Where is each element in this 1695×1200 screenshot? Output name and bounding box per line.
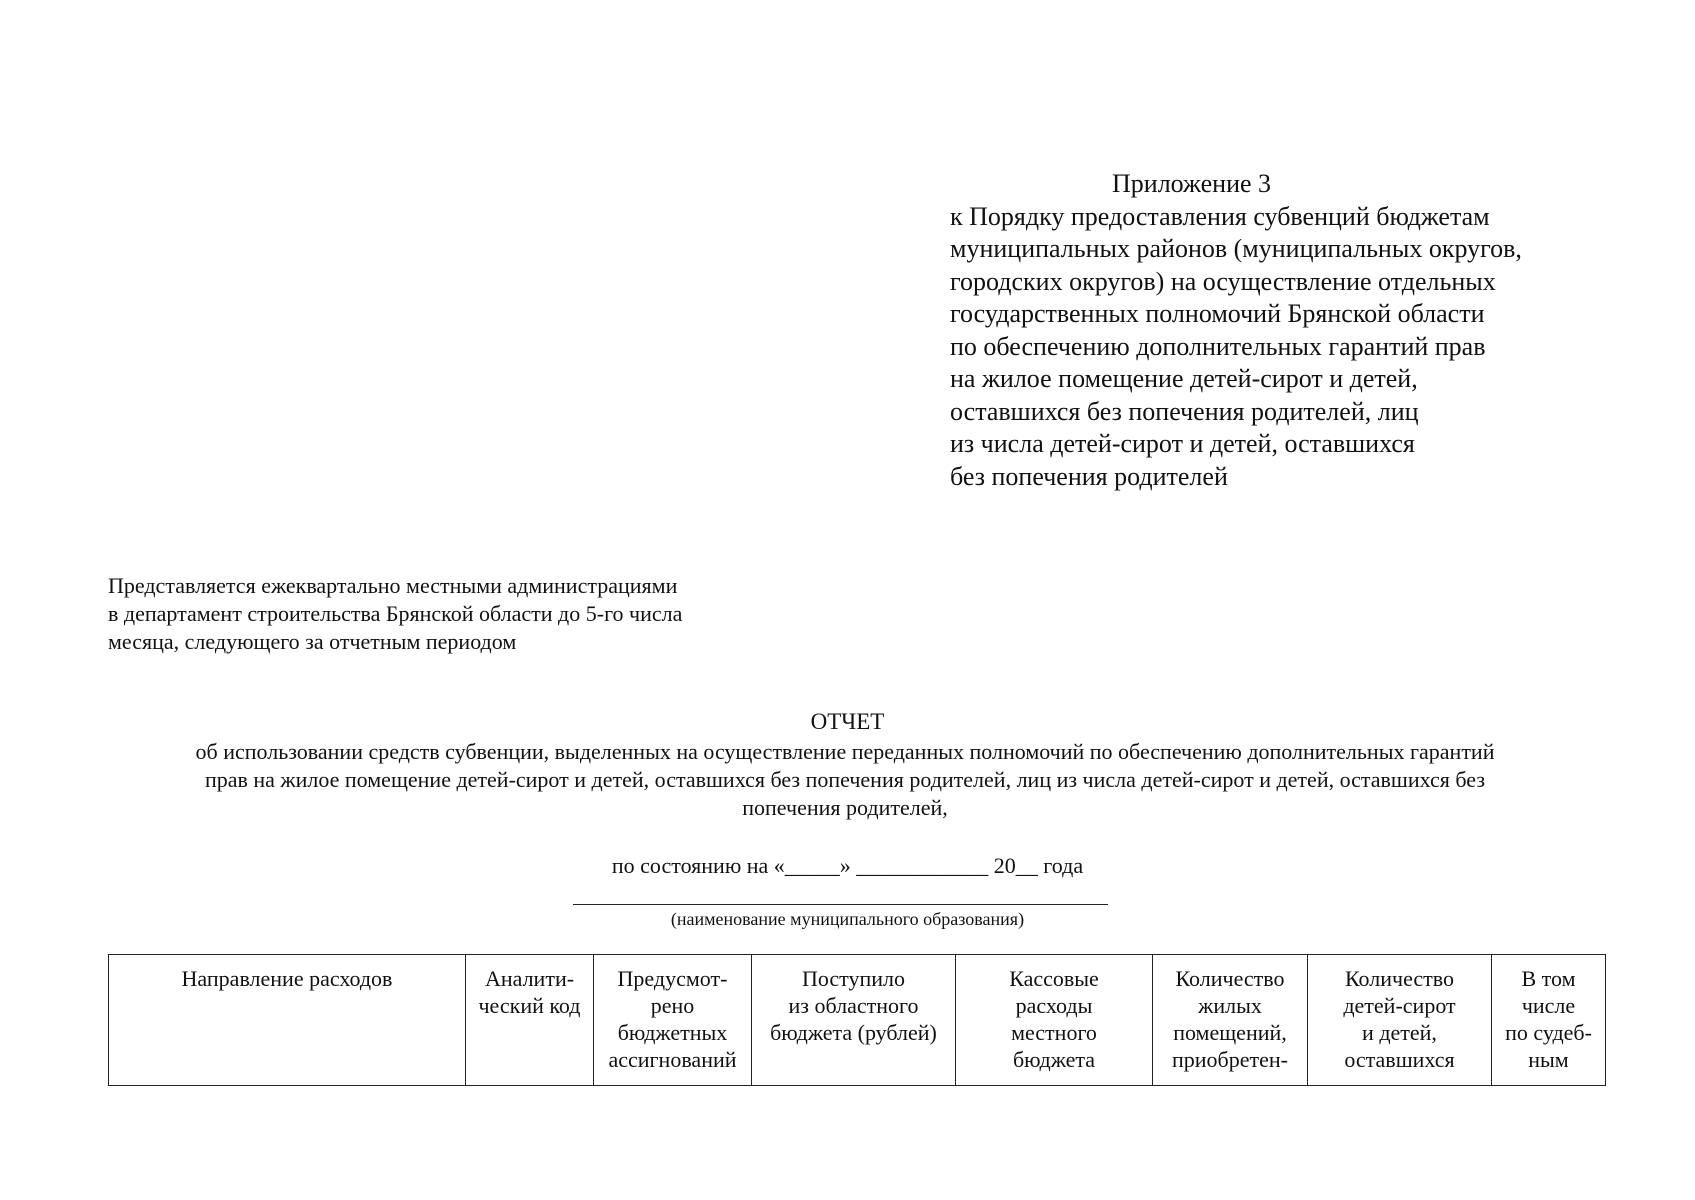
report-date-line: по состоянию на «_____» ____________ 20__ года [611, 853, 1084, 878]
header-orphans-count: Количество детей-сирот и детей, оставшихся [1308, 955, 1492, 1086]
municipality-name-line [573, 904, 1108, 905]
appendix-line: городских округов) на осуществление отдельных [950, 266, 1496, 296]
header-court-decisions: В том числе по судеб- ным [1492, 955, 1606, 1086]
appendix-line: из числа детей-сирот и детей, оставшихся [950, 429, 1415, 458]
header-housing-count: Количество жилых помещений, приобретен- [1153, 955, 1308, 1086]
appendix-line: оставшихся без попечения родителей, лиц [950, 396, 1419, 426]
header-cash-expenses: Кассовые расходы местного бюджета [956, 955, 1153, 1086]
submission-note-line: в департамент строительства Брянской области до 5-го числа [108, 601, 683, 626]
report-description [115, 738, 1575, 822]
header-expense-direction: Направление расходов [109, 955, 466, 1086]
report-description-line: об использовании средств субвенции, выделенных на осуществление переданных полномочий по обеспечению дополнительных гарантий [195, 739, 1495, 764]
appendix-line: по обеспечению дополнительных гарантий прав [950, 331, 1486, 361]
header-planned-allocations: Предусмот- рено бюджетных ассигнований [594, 955, 752, 1086]
submission-note-line: Представляется ежеквартально местными администрациями [108, 573, 678, 598]
appendix-block [950, 168, 1650, 493]
report-description-line: попечения родителей, [742, 795, 948, 820]
appendix-line: муниципальных районов (муниципальных округов, [950, 234, 1522, 263]
appendix-title: Приложение 3 [1112, 169, 1272, 198]
municipality-caption: (наименование муниципального образования) [670, 909, 1025, 929]
table-header-row [109, 955, 1606, 1086]
report-title: ОТЧЕТ [810, 709, 885, 734]
appendix-line: к Порядку предоставления субвенций бюджетам [950, 201, 1490, 231]
appendix-line: без попечения родителей [950, 461, 1228, 491]
appendix-line: на жилое помещение детей-сирот и детей, [950, 364, 1418, 393]
appendix-line: государственных полномочий Брянской области [950, 299, 1485, 328]
header-analytic-code: Аналити- ческий код [466, 955, 594, 1086]
submission-note [108, 572, 808, 656]
report-description-line: прав на жилое помещение детей-сирот и детей, оставшихся без попечения родителей, лиц из числа детей-сирот и детей, оставшихся без [204, 767, 1486, 792]
expenses-table [108, 954, 1606, 1086]
header-received-regional: Поступило из областного бюджета (рублей) [752, 955, 956, 1086]
submission-note-line: месяца, следующего за отчетным периодом [108, 629, 517, 654]
